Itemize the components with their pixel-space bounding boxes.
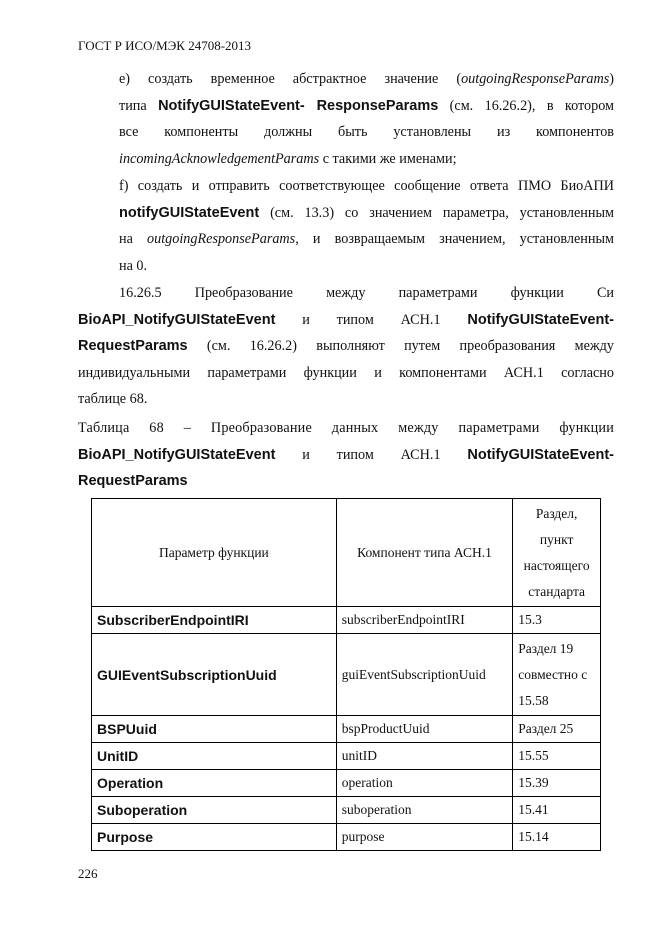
text-line: RequestParams: [78, 473, 188, 489]
table-row: [92, 797, 601, 824]
text-line: индивидуальными параметрами функции и компонентами АСН.1 согласно: [78, 364, 614, 381]
paragraph-item-f: [78, 173, 614, 279]
data-table-68: [91, 498, 601, 851]
table-cell: UnitID: [92, 743, 337, 770]
paragraph-item-e: [78, 66, 614, 172]
table-row: [92, 716, 601, 743]
table-cell: unitID: [336, 743, 513, 770]
table-cell: operation: [336, 770, 513, 797]
table-cell: 15.55: [513, 743, 601, 770]
table-header-row: [92, 499, 601, 607]
table-row: [92, 770, 601, 797]
table-cell: purpose: [336, 824, 513, 851]
text-line: таблице 68.: [78, 391, 148, 407]
page-number: 226: [78, 866, 98, 881]
column-header: Параметр функции: [92, 499, 337, 607]
table-cell: BSPUuid: [92, 716, 337, 743]
table-cell: 15.14: [513, 824, 601, 851]
column-header: Компонент типа АСН.1: [336, 499, 513, 607]
table-cell: Operation: [92, 770, 337, 797]
table-row: [92, 824, 601, 851]
table-cell: Suboperation: [92, 797, 337, 824]
table-cell: 15.41: [513, 797, 601, 824]
table-caption: [78, 415, 614, 495]
table-cell: Раздел 19 совместно с 15.58: [513, 634, 601, 716]
table-cell: Раздел 25: [513, 716, 601, 743]
table-cell: Purpose: [92, 824, 337, 851]
text-line: notifyGUIStateEvent (см. 13.3) со значением параметра, установленным: [119, 204, 614, 221]
table-cell: SubscriberEndpointIRI: [92, 607, 337, 634]
table-cell: GUIEventSubscriptionUuid: [92, 634, 337, 716]
text-line: incomingAcknowledgementParams с такими же именами;: [119, 150, 457, 167]
table-cell: suboperation: [336, 797, 513, 824]
text-line: 16.26.5 Преобразование между параметрами функции Си: [119, 285, 614, 301]
text-line: типа NotifyGUIStateEvent- ResponseParams (см. 16.26.2), в котором: [119, 97, 614, 114]
table-cell: subscriberEndpointIRI: [336, 607, 513, 634]
text-line: BioAPI_NotifyGUIStateEvent и типом АСН.1 NotifyGUIStateEvent-: [78, 311, 614, 328]
text-line: на outgoingResponseParams, и возвращаемым значением, установленным: [119, 231, 615, 247]
table-row: [92, 743, 601, 770]
table-cell: bspProductUuid: [336, 716, 513, 743]
table-cell: 15.3: [513, 607, 601, 634]
text-line: Таблица 68 – Преобразование данных между параметрами функции: [78, 420, 614, 436]
column-header: Раздел, пункт настоящего стандарта: [513, 499, 601, 607]
table-cell: 15.39: [513, 770, 601, 797]
text-line: все компоненты должны быть установлены из компонентов: [119, 124, 614, 140]
table-row: [92, 607, 601, 634]
text-line: е) создать временное абстрактное значение (outgoingResponseParams): [119, 71, 614, 87]
running-header: ГОСТ Р ИСО/МЭК 24708-2013: [78, 38, 252, 53]
text-line: RequestParams (см. 16.26.2) выполняют путем преобразования между: [78, 338, 614, 354]
text-line: на 0.: [119, 257, 148, 274]
table-cell: guiEventSubscriptionUuid: [336, 634, 513, 716]
paragraph-16-26-5: [78, 280, 614, 413]
text-line: f) создать и отправить соответствующее сообщение ответа ПМО БиоАПИ: [119, 178, 614, 194]
text-line: BioAPI_NotifyGUIStateEvent и типом АСН.1 NotifyGUIStateEvent-: [78, 446, 614, 463]
table-row: [92, 634, 601, 716]
